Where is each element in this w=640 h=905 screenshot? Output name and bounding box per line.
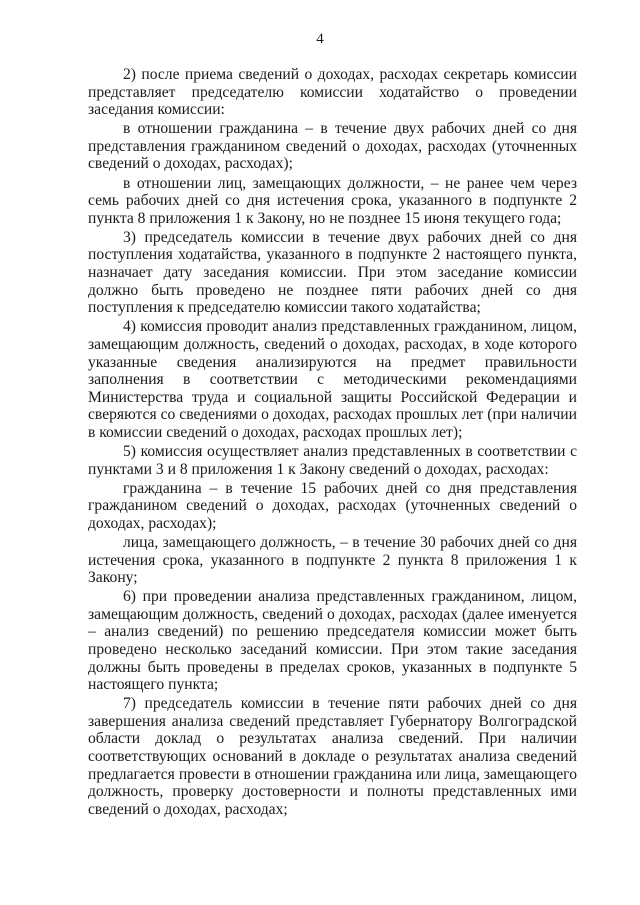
paragraph-item-2: 2) после приема сведений о доходах, расходах секретарь комиссии представляет председателю комиссии ходатайство о проведении заседания комиссии: xyxy=(88,66,577,119)
document-body xyxy=(88,66,577,820)
paragraph-item-3: 3) председатель комиссии в течение двух рабочих дней со дня поступления ходатайства, указанного в подпункте 2 настоящего пункта, назначает дату заседания комиссии. При этом заседание комиссии должно быть проведено не позднее пяти рабочих дней со дня поступления к председателю комиссии такого ходатайства; xyxy=(88,228,577,317)
paragraph-official-analysis-period: лица, замещающего должность, – в течение 30 рабочих дней со дня истечения срока, указанного в подпункте 2 пункта 8 приложения 1 к Закону; xyxy=(88,533,577,587)
paragraph-item-6: 6) при проведении анализа представленных гражданином, лицом, замещающим должность, сведений о доходах, расходах (далее именуется – анализ сведений) по решению председателя комиссии может быть проведено несколько заседаний комиссии. При этом такие заседания должны быть проведены в пределах сроков, указанных в подпункте 5 настоящего пункта; xyxy=(88,588,577,694)
paragraph-citizen-analysis-period: гражданина – в течение 15 рабочих дней со дня представления гражданином сведений о доходах, расходах (уточненных сведений о доходах, расходах); xyxy=(88,479,577,532)
paragraph-officials-deadline: в отношении лиц, замещающих должности, – не ранее чем через семь рабочих дней со дня истечения срока, указанного в подпункте 2 пункта 8 приложения 1 к Закону, но не позднее 15 июня текущего года; xyxy=(88,174,577,227)
paragraph-item-5: 5) комиссия осуществляет анализ представленных в соответствии с пунктами 3 и 8 приложения 1 к Закону сведений о доходах, расходах: xyxy=(88,442,577,478)
paragraph-item-4: 4) комиссия проводит анализ представленных гражданином, лицом, замещающим должность, сведений о доходах, расходах, в ходе которого указанные сведения анализируются на предмет правильности заполнения в соответствии с методическими рекомендациями Министерства труда и социальной защиты Российской Федерации и сверяются со сведениями о доходах, расходах прошлых лет (при наличии в комиссии сведений о доходах, расходах прошлых лет); xyxy=(88,318,577,441)
paragraph-citizen-deadline: в отношении гражданина – в течение двух рабочих дней со дня представления гражданином сведений о доходах, расходах (уточненных сведений о доходах, расходах); xyxy=(88,120,577,173)
paragraph-item-7: 7) председатель комиссии в течение пяти рабочих дней со дня завершения анализа сведений представляет Губернатору Волгоградской области доклад о результатах анализа сведений. При наличии соответствующих оснований в докладе о результатах анализа сведений предлагается провести в отношении гражданина или лица, замещающего должность, проверку достоверности и полноты представленных ими сведений о доходах, расходах; xyxy=(88,695,577,818)
page-number: 4 xyxy=(316,31,324,47)
